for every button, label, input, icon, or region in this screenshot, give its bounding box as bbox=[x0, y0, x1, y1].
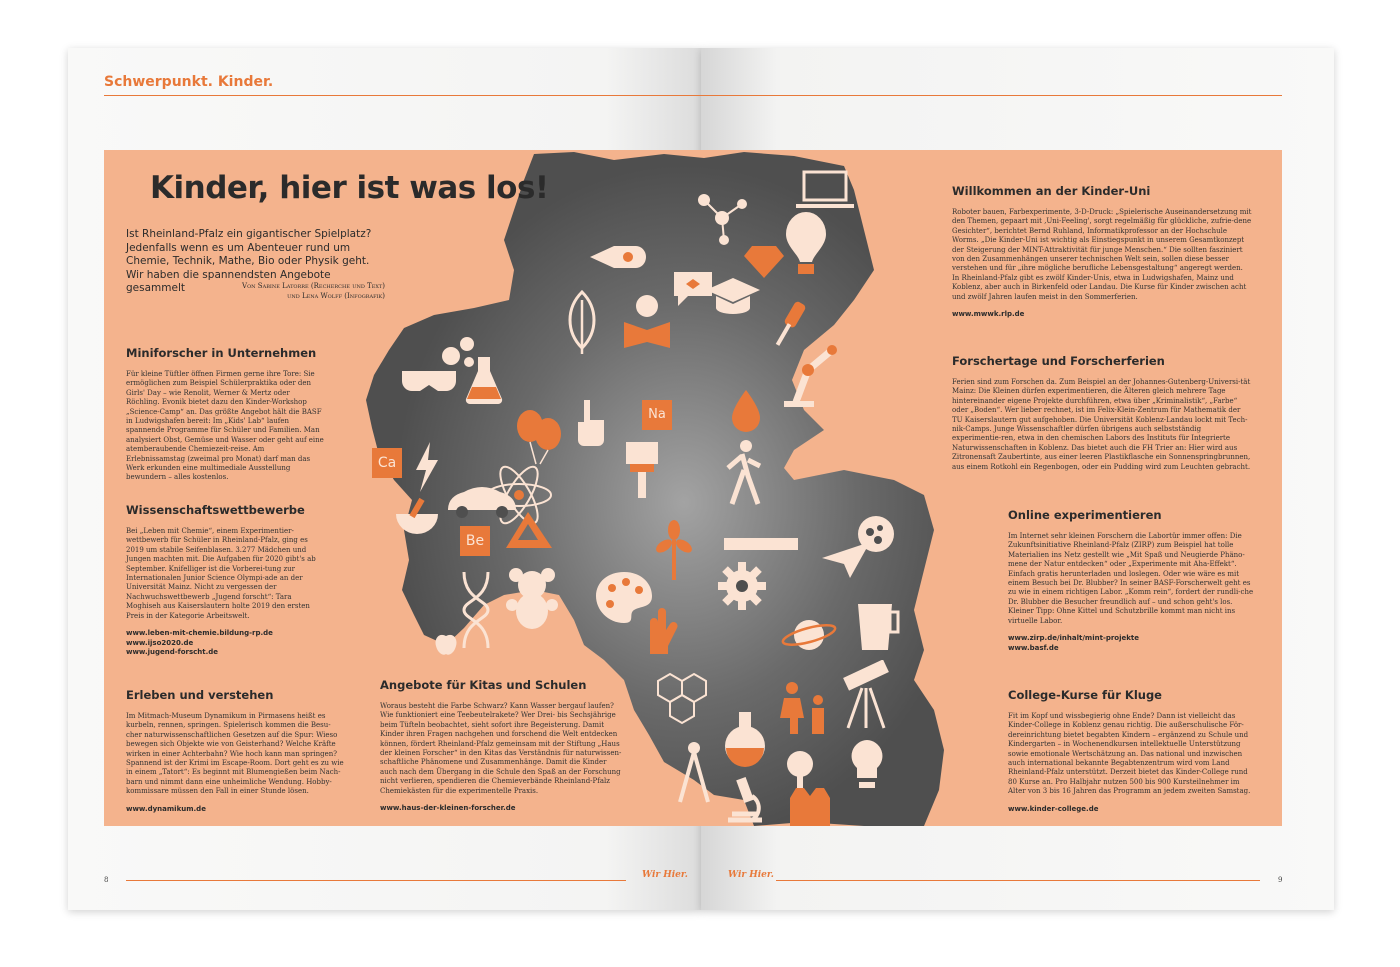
carbon-structure-icon bbox=[652, 670, 712, 730]
section-title: Wissenschaftswettbewerbe bbox=[126, 503, 305, 517]
element-na-icon: Na bbox=[642, 400, 672, 430]
section-title: Miniforscher in Unternehmen bbox=[126, 346, 317, 360]
laptop-icon bbox=[796, 170, 854, 210]
magazine-spread bbox=[68, 48, 1334, 910]
mortar-icon bbox=[392, 498, 442, 538]
ruler-icon bbox=[724, 536, 798, 552]
section-body: Bei „Leben mit Chemie“, einem Experimentier-wettbewerb für Schüler in Rheinland-Pfalz, ging es 2019 um stabile Seifenblasen. 3.277 Mädchen und Jungen machten mit. Die Aufgaben für 2020 gibt's ab September. Knifelliger ist die Vorberei-tung zur Internationalen Junior Science Olympi-ade an der Universität Mainz. Nicht zu vergessen der Nachwuchswettbewerb „Jugend forscht“: Tara Moghiseh aus Kaiserslautern holte 2019 den ersten Preis in der Kategorie Arbeitswelt. bbox=[126, 527, 316, 620]
section-body: Roboter bauen, Farbexperimente, 3-D-Druck: „Spielerische Auseinandersetzung mit den Themen, gepaart mit ‚Uni-Feeling', sorgt regelmäßig für glückliche, zufrie-dene Gesichter“, berichtet Bernd Ruhland, Informatikprofessor an der Hochschule Worms. „Die Kinder-Uni ist wichtig als Einstiegspunkt in unserem Gesamtkonzept der Steigerung der MINT-Attraktivität für junge Menschen.“ Die sollten fasziniert von den Zusammenhängen unserer technischen Welt sein, sollen diese besser verstehen und für „ihre mögliche berufliche Lebensgestaltung“ angeregt werden. In Rheinland-Pfalz gibt es zwölf Kinder-Unis, etwa in Ludwigshafen, Mainz und Koblenz, aber auch in Birkenfeld oder Landau. Die Kurse für Kinder zwischen acht und zwölf Jahren laufen meist in den Sommerferien. bbox=[952, 208, 1252, 301]
kicker-rule bbox=[104, 95, 1282, 96]
compass-icon bbox=[674, 740, 714, 804]
section-body: Im Internet sehr kleinen Forschern die Labortür immer offen: Die Zukunftsinitiative Rheinland-Pfalz (ZIRP) zum Beispiel hat tolle Materialien ins Netz gestellt wie „Mit Spaß und Neugierde Phäno-mene der Natur entdecken“ oder „Experimente mit Aha-Effekt“. Einfach gratis herunterladen und loslegen. Oder wie wäre es mit einem Besuch bei Dr. Blubber? In seiner BASF-Forscherwelt geht es zu wie in einem richtigen Labor. „Komm rein“, fordert der rundli-che Dr. Blubber die Besucher freundlich auf – und schon geht's los. Kleiner Tipp: Ohne Kittel und Schutzbrille kommt man nicht ins virtuelle Labor. bbox=[1008, 532, 1254, 625]
section-body: Im Mitmach-Museum Dynamikum in Pirmasens heißt es kurbeln, rennen, springen. Spielerisch kommen die Besu-cher naturwissenschaftlichen Gesetzen auf die Spur: Wieso bewegen sich Objekte wie von Geisterhand? Welche Kräfte wirken in einer Achterbahn? Wie hoch kann man springen? Spannend ist der Krimi im Escape-Room. Dort geht es zu wie in einem „Tatort“: Es beginnt mit Blumengießen beim Nach-barn und nimmt dann eine unheimliche Wendung. Hobby-kommissare müssen den Fall in einer Stunde lösen. bbox=[126, 712, 344, 796]
apple-icon bbox=[434, 630, 458, 656]
lead-text: Ist Rheinland-Pfalz ein gigantischer Spielplatz? Jedenfalls wenn es um Abenteuer rund um Chemie, Technik, Mathe, Bio oder Physik geht. Wir haben die spannendsten Angebote gesammelt bbox=[126, 228, 372, 294]
link-haus-der-kleinen-forscher[interactable]: www.haus-der-kleinen-forscher.de bbox=[380, 804, 516, 813]
section-online bbox=[1008, 508, 1254, 653]
section-title: Online experimentieren bbox=[1008, 508, 1162, 522]
section-college bbox=[1008, 688, 1254, 814]
footer-rule-right bbox=[776, 880, 1260, 881]
link-jugend-forscht[interactable]: www.jugend-forscht.de bbox=[126, 648, 219, 657]
link-zirp[interactable] bbox=[1008, 634, 1254, 653]
gem-icon bbox=[744, 244, 784, 278]
section-forschertage bbox=[952, 354, 1252, 472]
microscope-icon bbox=[722, 776, 768, 824]
lab-flask-round-icon bbox=[722, 710, 768, 768]
robot-arm-icon bbox=[774, 340, 844, 410]
measuring-cup-icon bbox=[854, 600, 900, 652]
molecule-icon bbox=[694, 190, 750, 246]
dna-icon bbox=[456, 570, 496, 650]
brand-logo-right: Wir Hier. bbox=[728, 870, 774, 880]
reading-child-icon bbox=[622, 292, 672, 350]
byline-infografik: und Lena Wolff (Infografik) bbox=[287, 292, 385, 300]
page-number-left: 8 bbox=[104, 876, 109, 884]
lightbulb-icon bbox=[846, 736, 888, 792]
brush-icon bbox=[622, 440, 662, 500]
byline-text: Von Sabine Latorre (Recherche und Text) bbox=[242, 282, 385, 290]
teddy-icon bbox=[502, 565, 562, 631]
section-body: Ferien sind zum Forschen da. Zum Beispiel an der Johannes-Gutenberg-Universi-tät Mainz: Die Kleinen dürfen experimentieren, die Älteren gleich mehrere Tage hintereinander eigene Projekte durchführen, etwa über „Kriminalistik“, „Farbe“ oder „Boden“. Wer lieber rechnet, ist im Felix-Klein-Zentrum für Mathematik der TU Kaiserslautern gut aufgehoben. Die Universität Koblenz-Landau lockt mit Tech-nik-Camps. Junge Wissenschaftler dürfen übrigens auch selbstständig experimentie-ren, etwa in den chemischen Labors des Instituts für Integrierte Naturwissenschaften in Koblenz. Das bietet auch die FH Trier an: Hier wird aus Zitronensaft Zaubertinte, aus einer leeren Plastikflasche ein Sonnenspringbrunnen, aus einem Rotkohl ein Regenbogen, oder ein Pudding wird zum Leuchten gebracht. bbox=[952, 378, 1251, 471]
section-title: Forschertage und Forscherferien bbox=[952, 354, 1165, 368]
element-be-icon: Be bbox=[460, 526, 490, 556]
section-title: Willkommen an der Kinder-Uni bbox=[952, 184, 1151, 198]
graduation-cap-icon bbox=[704, 276, 762, 316]
byline bbox=[198, 281, 385, 301]
link-mwwk[interactable]: www.mwwk.rlp.de bbox=[952, 310, 1025, 319]
plant-icon bbox=[652, 520, 696, 580]
vest-icon bbox=[788, 786, 832, 826]
balloon-air-icon bbox=[784, 210, 828, 276]
section-kitas bbox=[380, 678, 625, 814]
telescope-icon bbox=[834, 660, 894, 730]
section-body: Woraus besteht die Farbe Schwarz? Kann Wasser bergauf laufen? Wie funktioniert eine Teebeutelrakete? Wer Drei- bis Sechsjährige beim Tüfteln beobachtet, sieht sofort ihre Begeisterung. Damit Kinder ihren Fragen nachgehen und forschend die Welt entdecken können, fördert Rheinland-Pfalz gemeinsam mit der Stiftung „Haus der kleinen Forscher“ in den Kitas das Verständnis für naturwissen-schaftliche Phänomene und Zusammenhänge. Damit die Kinder auch nach dem Übergang in die Schule den Spaß an der Forschung nicht verlieren, spendieren die Chemieverbände Rheinland-Pfalz Chemiekästen für die experimentelle Praxis. bbox=[380, 702, 622, 795]
petri-dish-icon bbox=[856, 514, 896, 554]
balloons-icon bbox=[514, 406, 564, 466]
link-text[interactable]: www.zirp.de/inhalt/mint-projekte bbox=[1008, 634, 1140, 643]
link-ijso[interactable]: www.ijso2020.de bbox=[126, 638, 194, 647]
section-erleben bbox=[126, 688, 344, 814]
section-title: Erleben und verstehen bbox=[126, 688, 274, 702]
gear-icon bbox=[716, 560, 768, 612]
headline: Kinder, hier ist was los! bbox=[150, 170, 549, 206]
section-body: Für kleine Tüftler öffnen Firmen gerne ihre Tore: Sie ermöglichen zum Beispiel Schülerpraktika oder den Girls' Day – wie Renolit, Werner & Mertz oder Röchling. Evonik bietet dazu den Kinder-Workshop „Science-Camp“ an. Das größte Angebot hält die BASF in Ludwigshafen bereit: Im „Kids' Lab“ laufen spannende Programme für Schüler und Familien. Man analysiert Obst, Gemüse und Wasser oder geht auf eine atemberaubende Chemiezeit-reise. Am Erlebnissamstag (zweimal pro Monat) darf man das Werk erkunden eine multimediale Ausstellung bewundern – alles kostenlos. bbox=[126, 370, 324, 482]
hiker-icon bbox=[724, 440, 764, 506]
hand-icon bbox=[574, 398, 608, 446]
section-title: Angebote für Kitas und Schulen bbox=[380, 678, 587, 692]
brand-logo-left: Wir Hier. bbox=[642, 870, 688, 880]
family-icon bbox=[778, 680, 832, 736]
link-leben-mit-chemie[interactable] bbox=[126, 629, 324, 658]
element-ca-icon: Ca bbox=[372, 448, 402, 478]
section-title: College-Kurse für Kluge bbox=[1008, 688, 1162, 702]
section-kicker: Schwerpunkt. Kinder. bbox=[104, 74, 274, 90]
rocket-icon bbox=[584, 240, 648, 274]
lightning-icon bbox=[414, 442, 440, 492]
section-body: Fit im Kopf und wissbegierig ohne Ende? Dann ist vielleicht das Kinder-College in Koblenz genau richtig. Die außerschulische För-dereinrichtung bietet begabten Kindern – ergänzend zu Schule und Kindergarten – in Wochenendkursen intellektuelle Unterstützung sowie emotionale Wertschätzung an. Das national und inzwischen auch international bekannte Begabtenzentrum wird vom Land Rheinland-Pfalz unterstützt. Derzeit bietet das Kinder-College rund 80 Kurse an. Pro Halbjahr nutzen 500 bis 900 Kursteilnehmer im Alter von 3 bis 16 Jahren das Programm an jedem zweiten Samstag. bbox=[1008, 712, 1251, 796]
footer-rule-left bbox=[126, 880, 626, 881]
drop-icon bbox=[730, 388, 762, 432]
section-wettbewerbe bbox=[126, 503, 324, 658]
link-basf[interactable]: www.basf.de bbox=[1008, 643, 1059, 652]
section-kinderuni bbox=[952, 184, 1252, 320]
link-dynamikum[interactable]: www.dynamikum.de bbox=[126, 804, 206, 813]
leaf-icon bbox=[564, 290, 600, 354]
page-number-right: 9 bbox=[1278, 876, 1283, 884]
bubbles-icon bbox=[439, 330, 479, 370]
gloves-icon bbox=[644, 606, 688, 656]
link-text[interactable]: www.leben-mit-chemie.bildung-rp.de bbox=[126, 629, 273, 638]
ruler-triangle-icon bbox=[504, 510, 554, 550]
link-kinder-college[interactable]: www.kinder-college.de bbox=[1008, 804, 1099, 813]
planet-icon bbox=[780, 612, 838, 658]
section-miniforscher bbox=[126, 346, 324, 483]
